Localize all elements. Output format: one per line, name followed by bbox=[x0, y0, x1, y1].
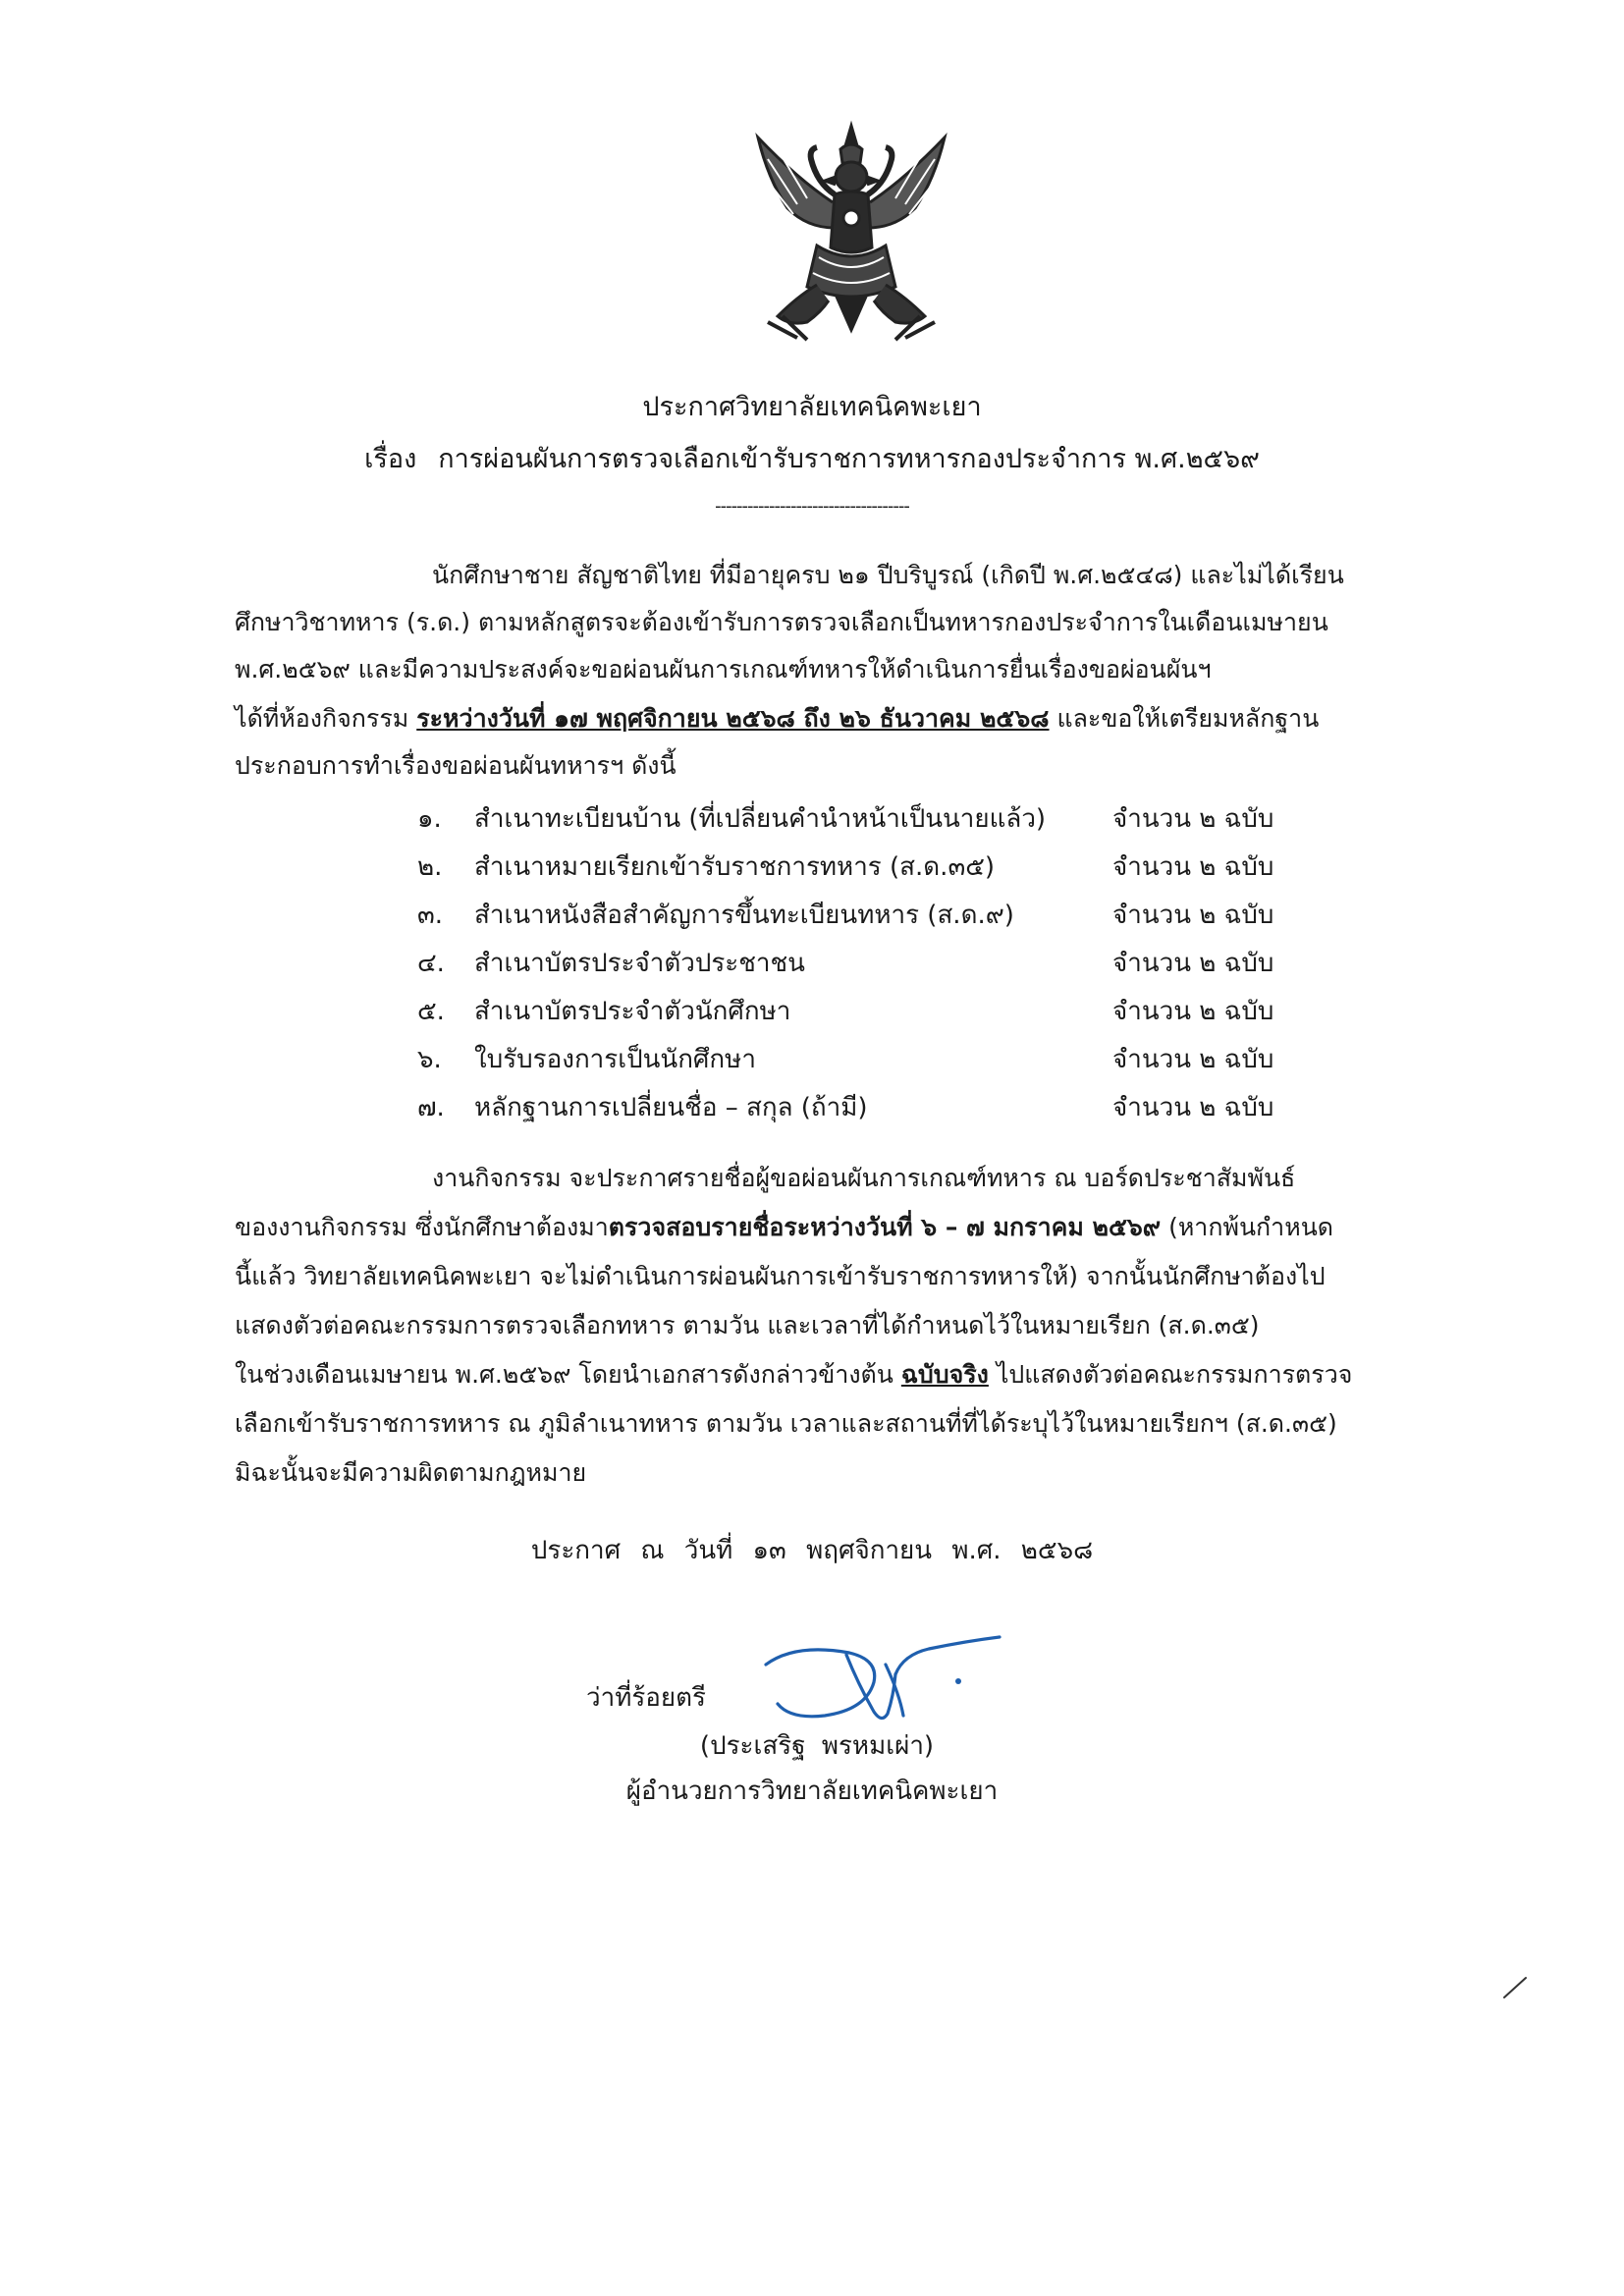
item-text: สำเนาบัตรประจำตัวนักศึกษา bbox=[474, 997, 791, 1026]
paragraph2-line2-post: (หากพ้นกำหนด bbox=[1161, 1213, 1334, 1241]
paragraph1-line4 bbox=[235, 699, 1319, 738]
signatory-position: ผู้อำนวยการวิทยาลัยเทคนิคพะเยา bbox=[625, 1777, 999, 1806]
item-count: จำนวน ๒ ฉบับ bbox=[1112, 804, 1274, 834]
paragraph1-line4-post: และขอให้เตรียมหลักฐาน bbox=[1049, 704, 1320, 733]
item-number: ๒. bbox=[417, 852, 443, 882]
item-text: สำเนาบัตรประจำตัวประชาชน bbox=[474, 949, 805, 978]
item-text: สำเนาทะเบียนบ้าน (ที่เปลี่ยนคำนำหน้าเป็นนายแล้ว) bbox=[474, 804, 1047, 834]
item-number: ๑. bbox=[417, 804, 442, 834]
subject-label: เรื่อง bbox=[364, 444, 417, 474]
garuda-emblem-icon bbox=[738, 120, 964, 344]
paragraph1-line2: ศึกษาวิชาทหาร (ร.ด.) ตามหลักสูตรจะต้องเข้ารับการตรวจเลือกเป็นทหารกองประจำการในเดือนเมษายน bbox=[235, 608, 1328, 636]
checkmark-icon bbox=[1500, 1974, 1530, 2001]
item-text: สำเนาหนังสือสำคัญการขึ้นทะเบียนทหาร (ส.ด.๙) bbox=[474, 901, 1014, 930]
handwritten-signature bbox=[756, 1625, 1011, 1733]
subject-text: การผ่อนผันการตรวจเลือกเข้ารับราชการทหารกองประจำการ พ.ศ.๒๕๖๙ bbox=[438, 444, 1260, 474]
paragraph2-line5-post: ไปแสดงตัวต่อคณะกรรมการตรวจ bbox=[988, 1360, 1353, 1389]
paragraph2-line7: มิฉะนั้นจะมีความผิดตามกฎหมาย bbox=[235, 1458, 587, 1487]
item-count: จำนวน ๒ ฉบับ bbox=[1112, 949, 1274, 978]
paragraph2-line2-pre: ของงานกิจกรรม ซึ่งนักศึกษาต้องมา bbox=[235, 1213, 609, 1241]
announcement-date: ประกาศ ณ วันที่ ๑๓ พฤศจิกายน พ.ศ. ๒๕๖๘ bbox=[530, 1536, 1094, 1565]
item-count: จำนวน ๒ ฉบับ bbox=[1112, 901, 1274, 930]
paragraph2-line4: แสดงตัวต่อคณะกรรมการตรวจเลือกทหาร ตามวัน และเวลาที่ได้กำหนดไว้ในหมายเรียก (ส.ด.๓๕) bbox=[235, 1311, 1260, 1339]
item-text: หลักฐานการเปลี่ยนชื่อ – สกุล (ถ้ามี) bbox=[474, 1093, 868, 1122]
paragraph1-line4-pre: ได้ที่ห้องกิจกรรม bbox=[235, 704, 417, 733]
submission-period: ระหว่างวันที่ ๑๗ พฤศจิกายน ๒๕๖๘ ถึง ๒๖ ธันวาคม ๒๕๖๘ bbox=[416, 704, 1050, 733]
paragraph2-line5-pre: ในช่วงเดือนเมษายน พ.ศ.๒๕๖๙ โดยนำเอกสารดังกล่าวข้างต้น bbox=[235, 1360, 901, 1389]
paragraph2-line5 bbox=[235, 1355, 1352, 1394]
paragraph1-line1: นักศึกษาชาย สัญชาติไทย ที่มีอายุครบ ๒๑ ปีบริบูรณ์ (เกิดปี พ.ศ.๒๕๔๘) และไม่ได้เรียน bbox=[432, 561, 1344, 589]
item-count: จำนวน ๒ ฉบับ bbox=[1112, 1093, 1274, 1122]
item-number: ๓. bbox=[417, 901, 444, 930]
item-number: ๗. bbox=[417, 1093, 445, 1122]
original-copy-emphasis: ฉบับจริง bbox=[900, 1360, 989, 1389]
item-number: ๖. bbox=[417, 1045, 442, 1074]
check-names-period: ตรวจสอบรายชื่อระหว่างวันที่ ๖ – ๗ มกราคม ๒๕๖๙ bbox=[608, 1213, 1162, 1241]
item-text: สำเนาหมายเรียกเข้ารับราชการทหาร (ส.ด.๓๕) bbox=[474, 852, 996, 882]
paragraph2-line2 bbox=[235, 1208, 1333, 1247]
paragraph2-line1: งานกิจกรรม จะประกาศรายชื่อผู้ขอผ่อนผันการเกณฑ์ทหาร ณ บอร์ดประชาสัมพันธ์ bbox=[432, 1164, 1296, 1192]
item-count: จำนวน ๒ ฉบับ bbox=[1112, 852, 1274, 882]
item-count: จำนวน ๒ ฉบับ bbox=[1112, 1045, 1274, 1074]
subject-line bbox=[0, 437, 1624, 479]
announcement-title: ประกาศวิทยาลัยเทคนิคพะเยา bbox=[642, 392, 982, 422]
item-text: ใบรับรองการเป็นนักศึกษา bbox=[474, 1045, 756, 1074]
paragraph1-line3: พ.ศ.๒๕๖๙ และมีความประสงค์จะขอผ่อนผันการเกณฑ์ทหารให้ดำเนินการยื่นเรื่องขอผ่อนผันฯ bbox=[235, 655, 1212, 683]
item-number: ๕. bbox=[417, 997, 445, 1026]
signatory-name: (ประเสริฐ พรหมเผ่า) bbox=[699, 1731, 935, 1761]
paragraph2-line6: เลือกเข้ารับราชการทหาร ณ ภูมิลำเนาทหาร ตามวัน เวลาและสถานที่ที่ได้ระบุไว้ในหมายเรียกฯ (ส.ด.๓๕) bbox=[235, 1409, 1337, 1438]
item-number: ๔. bbox=[417, 949, 445, 978]
paragraph2-line3: นี้แล้ว วิทยาลัยเทคนิคพะเยา จะไม่ดำเนินการผ่อนผันการเข้ารับราชการทหารให้) จากนั้นนักศึกษาต้องไป bbox=[235, 1262, 1326, 1290]
separator-line: ------------------------------------ bbox=[715, 496, 909, 517]
paragraph1-line5: ประกอบการทำเรื่องขอผ่อนผันทหารฯ ดังนี้ bbox=[235, 751, 677, 780]
signatory-rank: ว่าที่ร้อยตรี bbox=[586, 1683, 707, 1713]
item-count: จำนวน ๒ ฉบับ bbox=[1112, 997, 1274, 1026]
